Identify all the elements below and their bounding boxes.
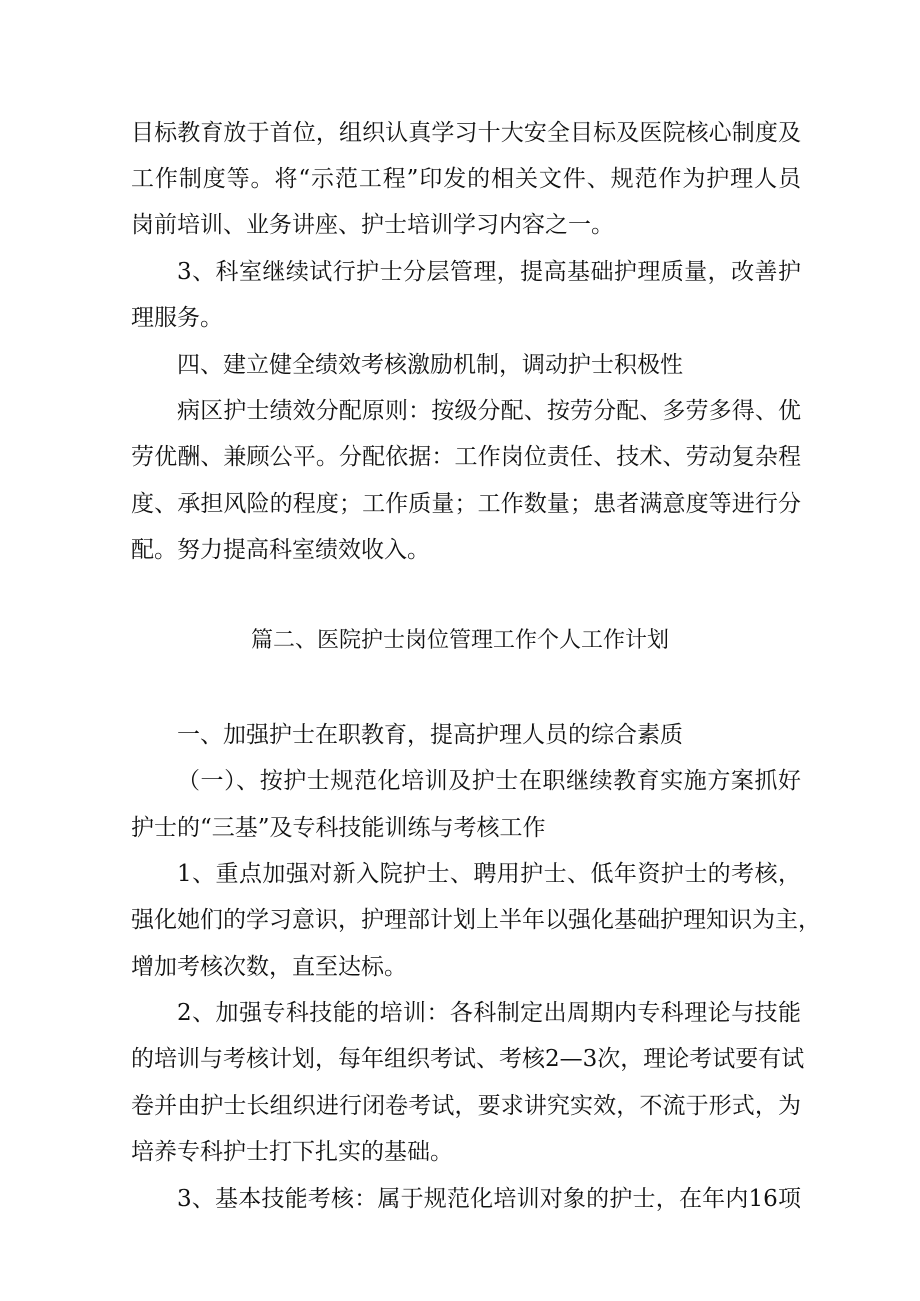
paragraph-line: 的培训与考核计划，每年组织考试、考核2—3次，理论考试要有试 (131, 1046, 805, 1072)
paragraph-line: 培养专科护士打下扎实的基础。 (131, 1139, 453, 1165)
paragraph-line: 岗前培训、业务讲座、护士培训学习内容之一。 (131, 212, 614, 238)
paragraph-line: 理服务。 (131, 305, 223, 331)
subsection-heading: 一、加强护士在职教育，提高护理人员的综合素质 (177, 722, 683, 748)
paragraph-line: 增加考核次数，直至达标。 (131, 954, 407, 980)
section-heading-four: 四、建立健全绩效考核激励机制，调动护士积极性 (177, 352, 683, 378)
paragraph-line: 病区护士绩效分配原则：按级分配、按劳分配、多劳多得、优 (177, 398, 801, 424)
paragraph-line: 目标教育放于首位，组织认真学习十大安全目标及医院核心制度及 (131, 120, 801, 146)
section-title: 篇二、医院护士岗位管理工作个人工作计划 (250, 628, 669, 653)
paragraph-line: 2、加强专科技能的培训：各科制定出周期内专科理论与技能 (177, 1000, 801, 1026)
paragraph-line: 工作制度等。将“示范工程”印发的相关文件、规范作为护理人员 (131, 166, 801, 192)
paragraph-line: 配。努力提高科室绩效收入。 (131, 537, 430, 563)
paragraph-line: 3、基本技能考核：属于规范化培训对象的护士，在年内16项 (177, 1186, 801, 1212)
paragraph-line: 护士的“三基”及专科技能训练与考核工作 (131, 815, 546, 841)
paragraph-line: 3、科室继续试行护士分层管理，提高基础护理质量，改善护 (177, 259, 801, 285)
paragraph-line: 卷并由护士长组织进行闭卷考试，要求讲究实效，不流于形式，为 (131, 1093, 801, 1119)
paragraph-line: （一）、按护士规范化培训及护士在职继续教育实施方案抓好 (177, 768, 801, 794)
paragraph-line: 1、重点加强对新入院护士、聘用护士、低年资护士的考核， (177, 861, 801, 887)
paragraph-line: 强化她们的学习意识，护理部计划上半年以强化基础护理知识为主， (131, 907, 821, 933)
paragraph-line: 劳优酬、兼顾公平。分配依据：工作岗位责任、技术、劳动复杂程 (131, 444, 801, 470)
paragraph-line: 度、承担风险的程度；工作质量；工作数量；患者满意度等进行分 (131, 491, 801, 517)
